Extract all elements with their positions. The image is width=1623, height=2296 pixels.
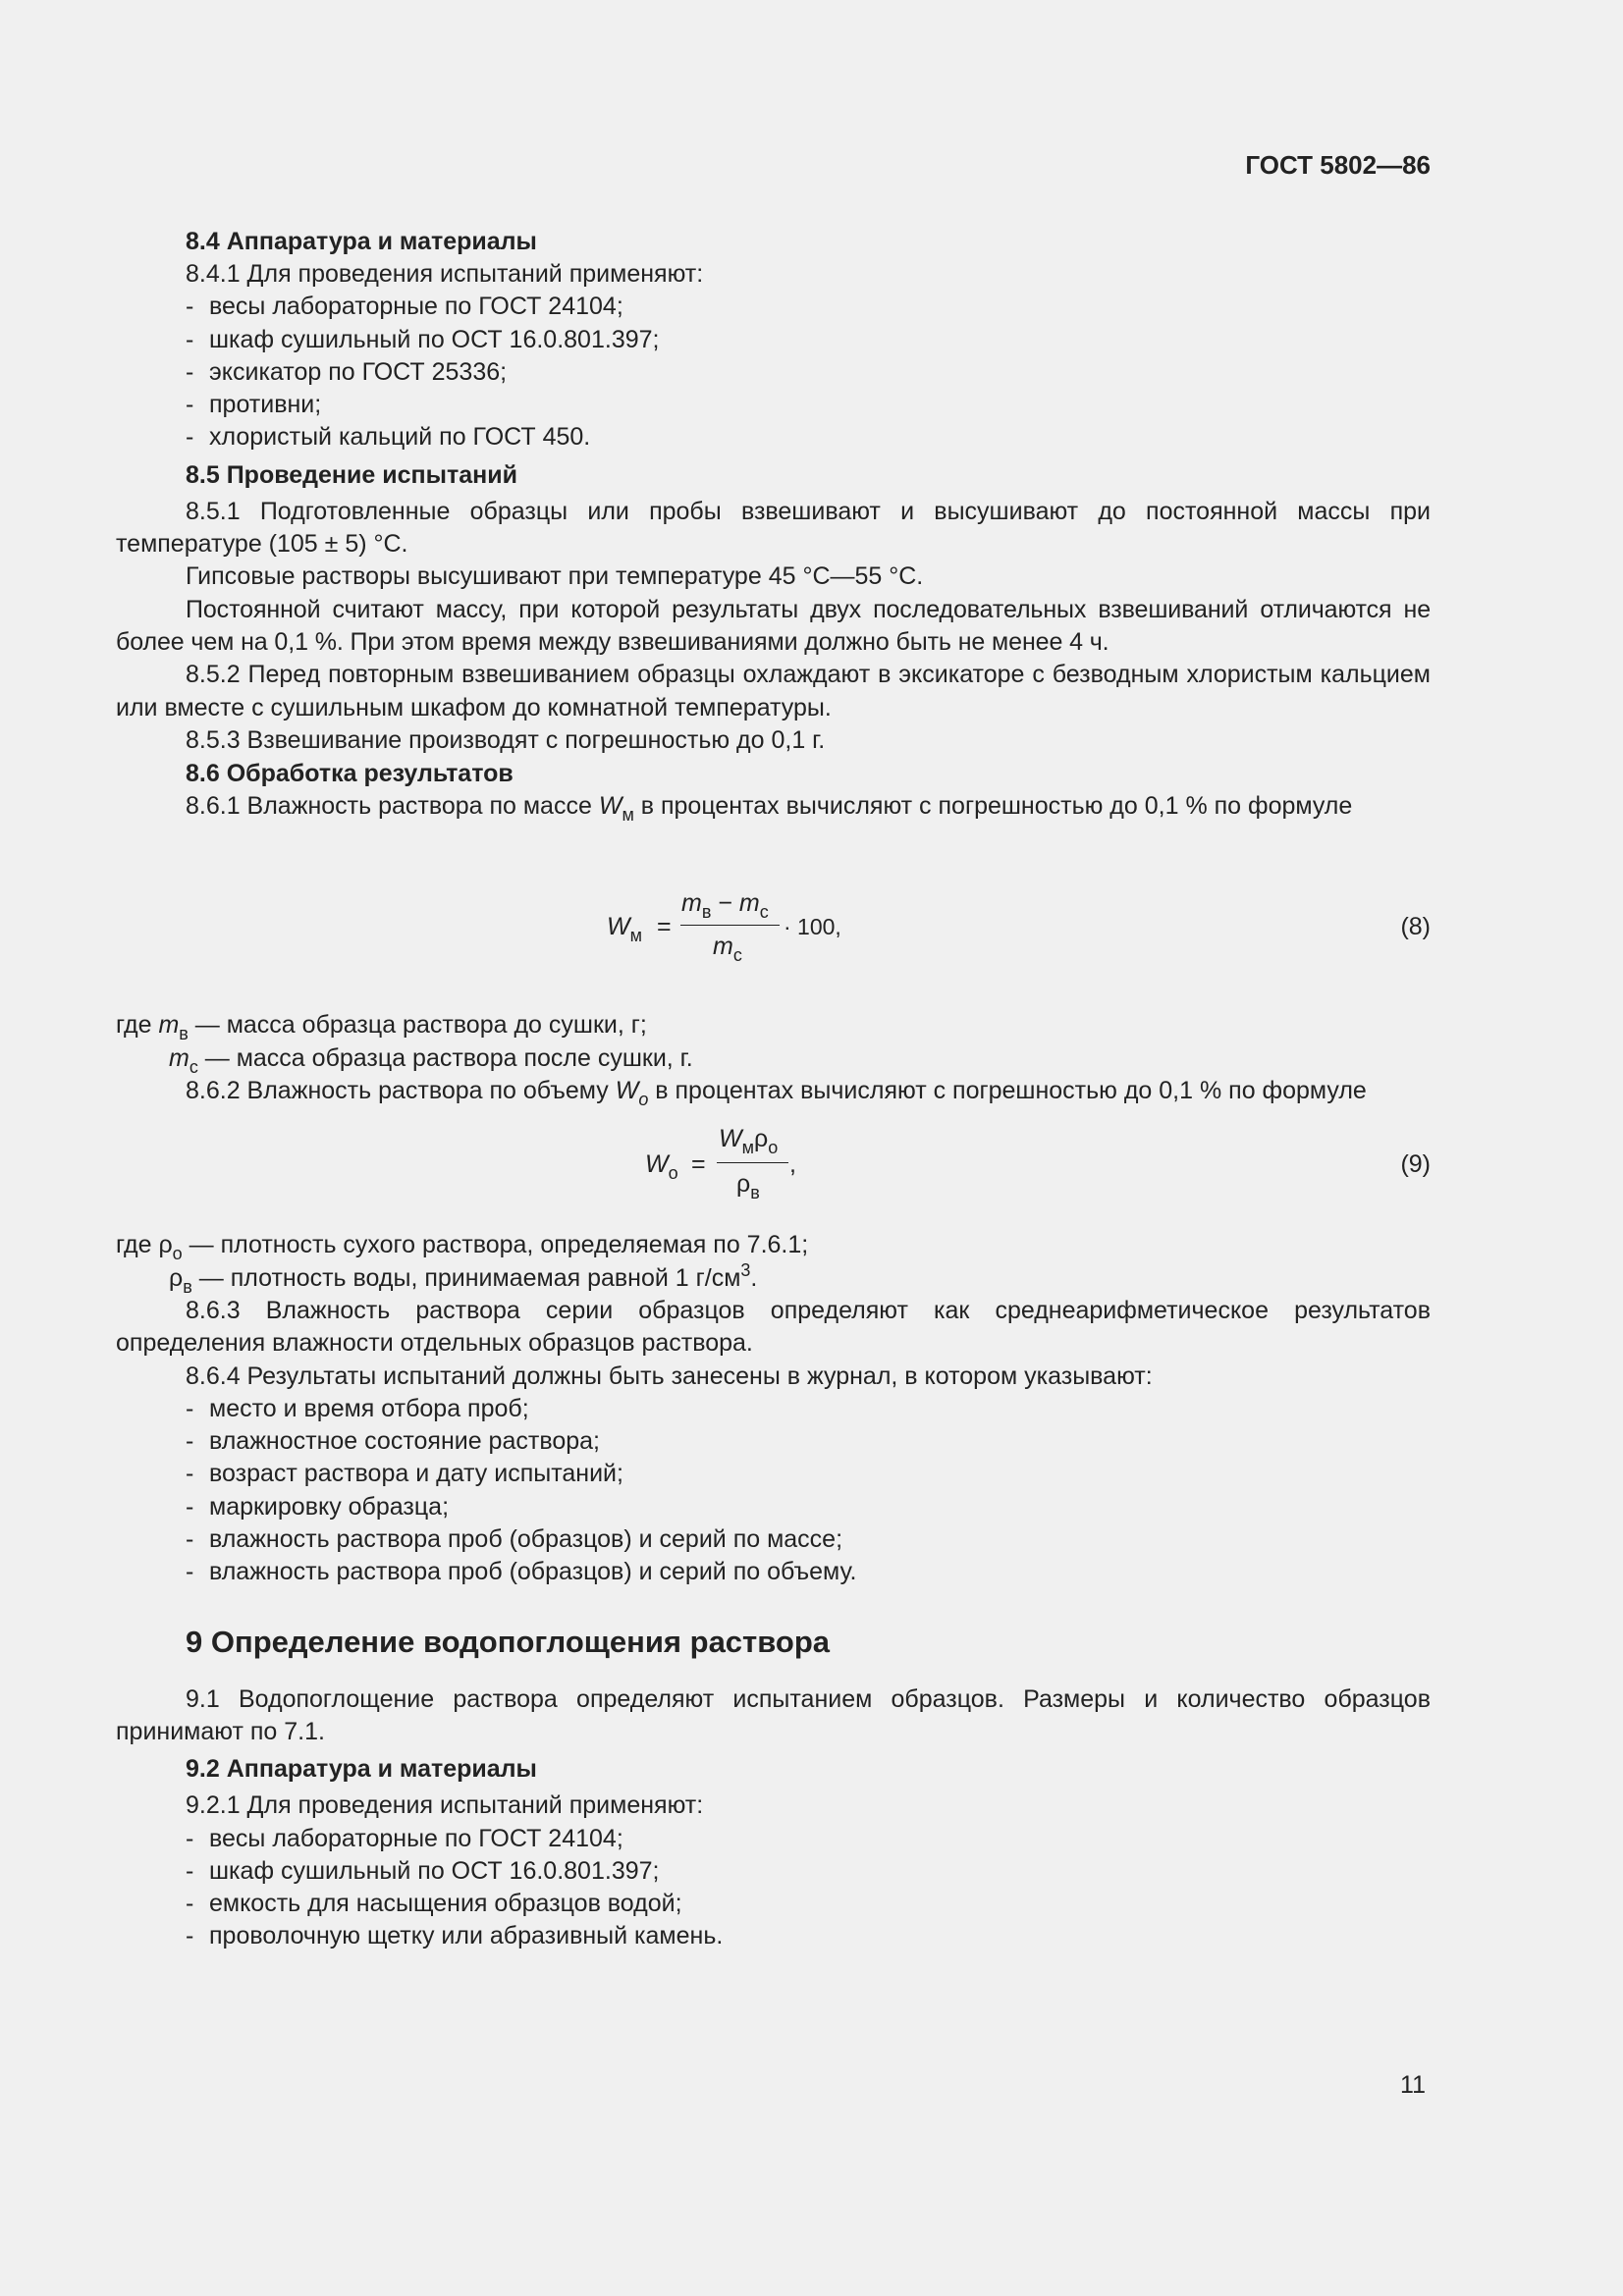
list-item: - шкаф сушильный по ОСТ 16.0.801.397; [186,1856,660,1885]
list-item: - возраст раствора и дату испытаний; [186,1460,623,1488]
paragraph-8-5-1: 8.5.1 Подготовленные образцы или пробы взвешивают и высушивают до постоянной массы при температуре (105 ± 5) °С. [116,497,1431,559]
paragraph-constant-mass: Постоянной считают массу, при которой результаты двух последовательных взвешиваний отличаются не более чем на 0,1 %. При этом время между взвешиваниями должно быть не менее 4 ч. [116,595,1431,656]
list-item: - эксикатор по ГОСТ 25336; [186,357,508,386]
paragraph-9-2-1: 9.2.1 Для проведения испытаний применяют: [186,1791,704,1820]
paragraph-8-6-4: 8.6.4 Результаты испытаний должны быть занесены в журнал, в котором указывают: [186,1362,1153,1390]
document-code: ГОСТ 5802—86 [1245,150,1431,180]
where-m-v: где $m_в$ — масса образца раствора до сушки, г; [116,1011,647,1044]
paragraph-8-4-1: 8.4.1 Для проведения испытаний применяют: [186,260,704,288]
paragraph-8-6-2: 8.6.2 Влажность раствора по объему $W_o$ в процентах вычисляют с погрешностью до 0,1 % по формуле [186,1077,1367,1110]
page-body [116,225,1431,1953]
paragraph-8-6-3: 8.6.3 Влажность раствора серии образцов определяют как среднеарифметическое результатов определения влажности отдельных образцов раствора. [116,1296,1431,1358]
list-item: - влажностное состояние раствора; [186,1427,600,1456]
section-8-5-heading: 8.5 Проведение испытаний [186,460,517,489]
section-9-heading: 9 Определение водопоглощения раствора [186,1624,830,1659]
fraction-bar [717,1162,788,1163]
list-item: - весы лабораторные по ГОСТ 24104; [186,1824,623,1852]
list-item: - шкаф сушильный по ОСТ 16.0.801.397; [186,325,660,353]
paragraph-gypsum: Гипсовые растворы высушивают при температуре 45 °С—55 °С. [186,562,924,591]
equipment-list-8-4 [116,291,1431,454]
list-item: - маркировку образца; [186,1492,450,1521]
paragraph-8-6-1: 8.6.1 Влажность раствора по массе $W_м$ в процентах вычисляют с погрешностью до 0,1 % по формуле [186,792,1353,826]
fraction-bar [680,925,780,926]
paragraph-8-5-2: 8.5.2 Перед повторным взвешиванием образцы охлаждают в эксикаторе с безводным хлористым кальцием или вместе с сушильным шкафом до комнатной температуры. [116,661,1431,721]
list-item: - влажность раствора проб (образцов) и серий по массе; [186,1525,843,1554]
list-item: - весы лабораторные по ГОСТ 24104; [186,293,623,321]
list-item: - место и время отбора проб; [186,1394,529,1422]
paragraph-9-1: 9.1 Водопоглощение раствора определяют испытанием образцов. Размеры и количество образцов принимают по 7.1. [116,1684,1431,1745]
list-item: - проволочную щетку или абразивный камень. [186,1922,724,1950]
formula-number-8: (8) [1400,913,1431,941]
journal-list-8-6-4 [116,1393,1431,1589]
list-item: - хлористый кальций по ГОСТ 450. [186,423,591,452]
formula-number-9: (9) [1400,1150,1431,1179]
list-item: - противни; [186,391,322,419]
section-9-2-heading: 9.2 Аппаратура и материалы [186,1755,537,1784]
page-number: 11 [1400,2071,1426,2099]
where-rho-v: $\rho_в$ — плотность воды, принимаемая равной 1 $г/см^3$. [169,1259,758,1297]
paragraph-8-5-3: 8.5.3 Взвешивание производят с погрешностью до 0,1 г. [186,725,826,754]
section-8-6-heading: 8.6 Обработка результатов [186,760,514,788]
list-item: - емкость для насыщения образцов водой; [186,1890,682,1918]
where-m-s: $m_с$ — масса образца раствора после сушки, г. [169,1043,693,1077]
equipment-list-9-2 [116,1823,1431,1953]
list-item: - влажность раствора проб (образцов) и серий по объему. [186,1558,857,1586]
formula-8: $W_м$ = $m_в - m_с$ $m_с$ · 100, (8) [607,889,1431,966]
formula-9: $W_о$ = $W_м\rho_о$ $\rho_в$ , (9) [645,1125,1431,1203]
section-8-4-heading: 8.4 Аппаратура и материалы [186,228,537,255]
where-rho-o: где $\rho_о$ — плотность сухого раствора, определяемая по 7.6.1; [116,1231,809,1264]
